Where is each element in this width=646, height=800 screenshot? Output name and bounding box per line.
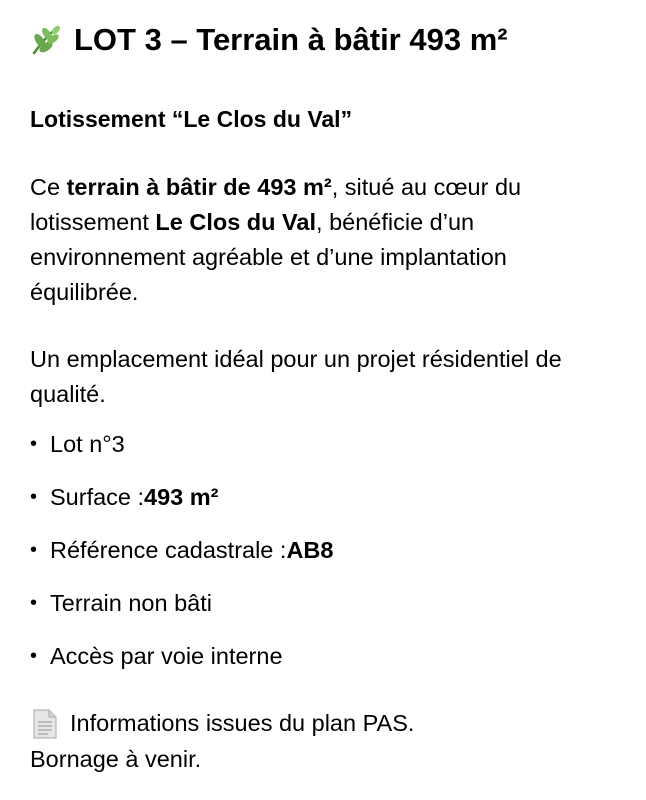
bullet-dot: • [30,539,38,561]
subdivision-name: Lotissement “Le Clos du Val” [30,106,353,132]
bullet-label: Terrain non bâti [50,590,212,616]
list-item [30,480,333,533]
features-list [30,427,333,692]
desc-text: Ce [30,174,67,200]
note-row [30,706,414,741]
highlight-paragraph: Un emplacement idéal pour un projet résidentiel de qualité. [30,346,562,407]
bullet-label: Surface : [50,484,145,510]
desc-bold-lot: terrain à bâtir de 493 m² [66,174,332,200]
page-title: LOT 3 – Terrain à bâtir 493 m² [74,22,508,57]
document-icon [30,708,60,740]
bullet-value: 493 m² [144,484,219,510]
list-item [30,427,333,480]
desc-text: , situé au cœur du lotissement [30,174,522,235]
list-item [30,586,333,639]
bullet-dot: • [30,486,38,508]
list-item [30,533,333,586]
title-row [30,22,508,58]
bullet-label: Lot n°3 [50,431,125,457]
note-line-1: Informations issues du plan PAS. [70,710,415,736]
note-line-2: Bornage à venir. [30,746,202,772]
bullet-dot: • [30,433,38,455]
bullet-dot: • [30,645,38,667]
list-item [30,639,333,692]
bullet-label: Accès par voie interne [50,643,283,669]
bullet-dot: • [30,592,38,614]
description-paragraph [30,170,620,310]
desc-text: , bénéficie d’un environnement agréable et d’une implantation équilibrée. [30,209,507,305]
bullet-label: Référence cadastrale : [50,537,287,563]
herb-leaf-icon [30,23,62,57]
desc-bold-subdivision: Le Clos du Val [155,209,317,235]
bullet-value: AB8 [286,537,334,563]
